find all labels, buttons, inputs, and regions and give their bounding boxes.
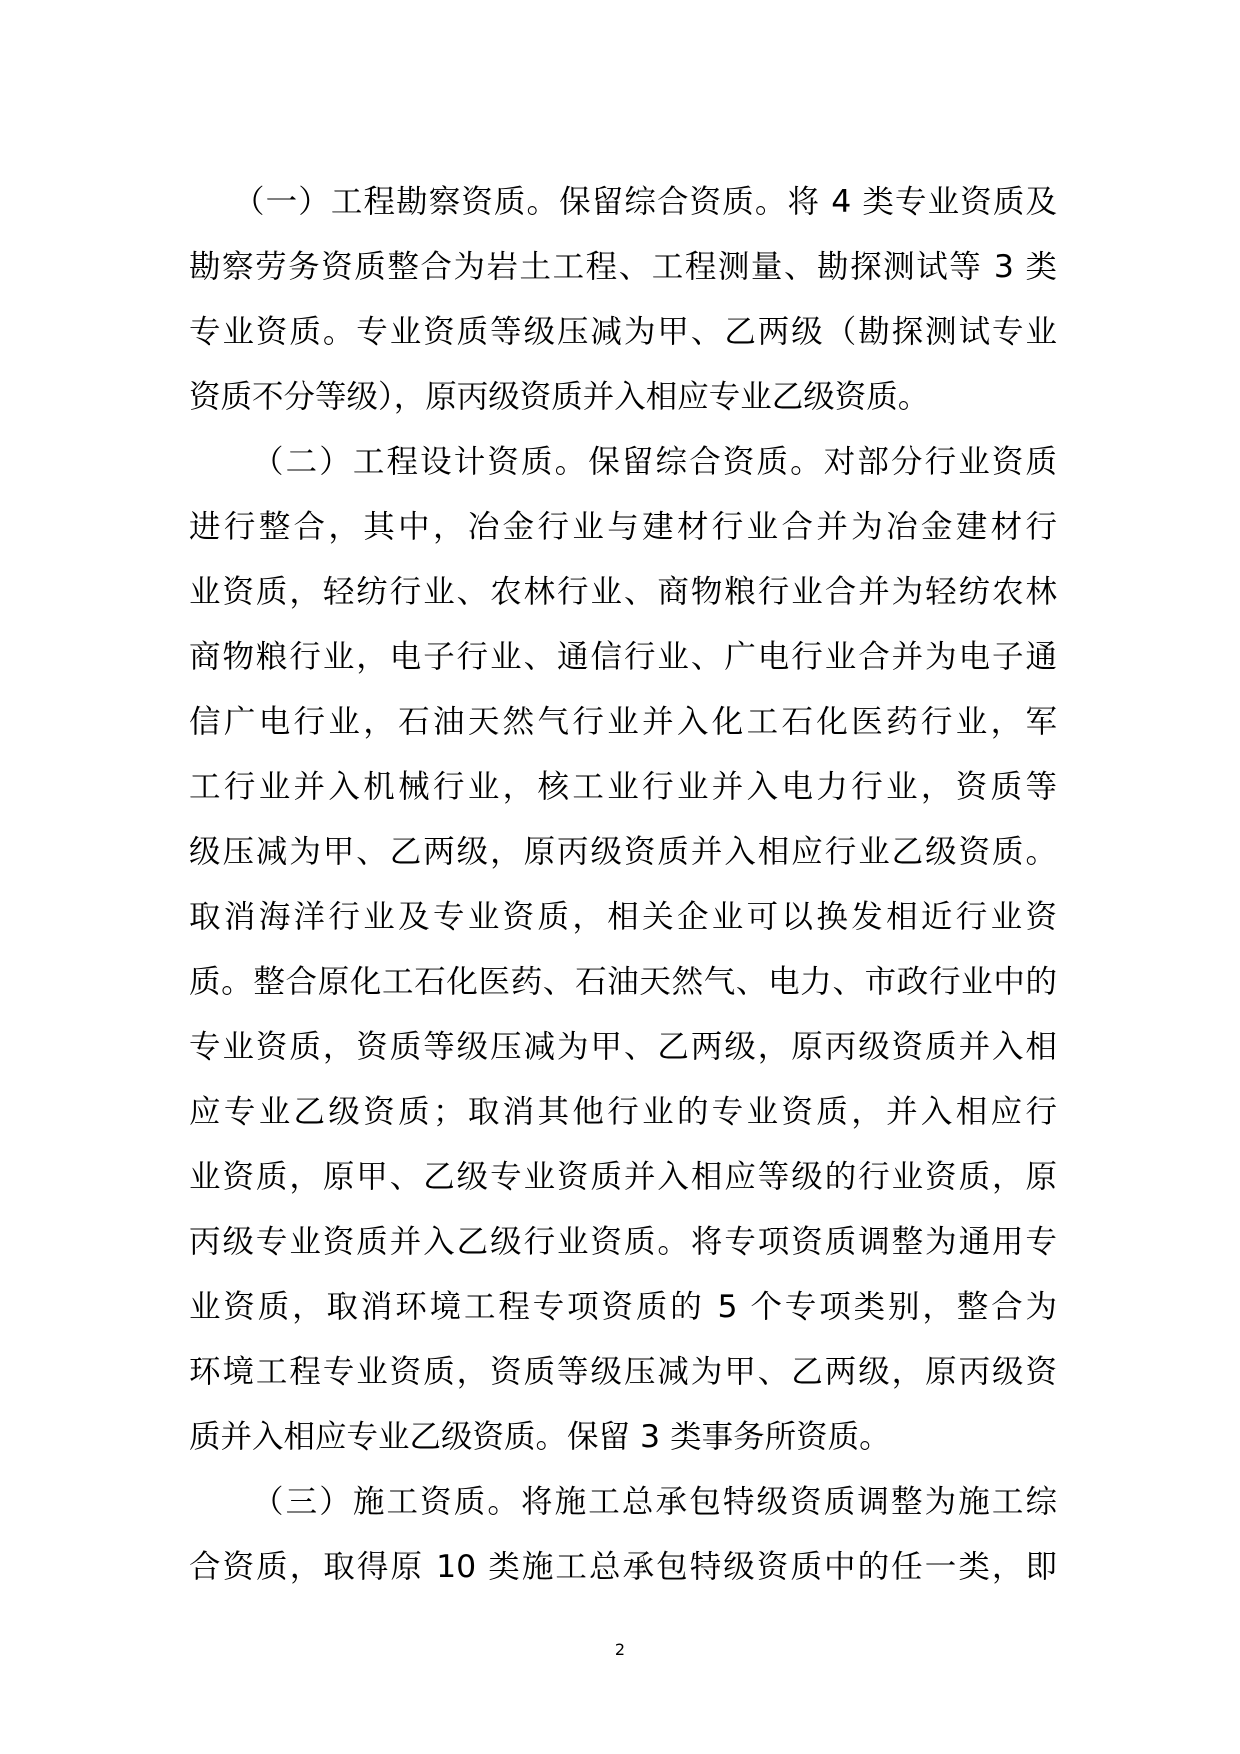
text-line: （一）工程勘察资质。保留综合资质。将 4 类专业资质及	[233, 184, 1057, 220]
text-line: 合资质，取得原 10 类施工总承包特级资质中的任一类，即	[189, 1549, 1057, 1585]
text-line: 工行业并入机械行业，核工业行业并入电力行业，资质等	[189, 769, 1057, 805]
text-line: 专业资质。专业资质等级压减为甲、乙两级（勘探测试专业	[189, 314, 1057, 350]
text-line: 信广电行业，石油天然气行业并入化工石化医药行业，军	[189, 704, 1057, 740]
text-line: 环境工程专业资质，资质等级压减为甲、乙两级，原丙级资	[189, 1354, 1057, 1390]
paragraph-construction-qualification	[189, 1470, 1057, 1600]
text-line: 质并入相应专业乙级资质。保留 3 类事务所资质。	[189, 1419, 891, 1455]
text-line: （三）施工资质。将施工总承包特级资质调整为施工综	[252, 1484, 1057, 1520]
page-number: 2	[614, 1640, 626, 1659]
text-line: 业资质，原甲、乙级专业资质并入相应等级的行业资质，原	[189, 1159, 1057, 1195]
document-body	[189, 170, 1057, 1600]
paragraph-survey-qualification	[189, 170, 1057, 430]
text-line: 勘察劳务资质整合为岩土工程、工程测量、勘探测试等 3 类	[189, 249, 1057, 285]
text-line: 进行整合，其中，冶金行业与建材行业合并为冶金建材行	[189, 509, 1057, 545]
text-line: 商物粮行业，电子行业、通信行业、广电行业合并为电子通	[189, 639, 1057, 675]
text-line: 级压减为甲、乙两级，原丙级资质并入相应行业乙级资质。	[189, 834, 1057, 870]
text-line: 应专业乙级资质；取消其他行业的专业资质，并入相应行	[189, 1094, 1057, 1130]
text-line: 专业资质，资质等级压减为甲、乙两级，原丙级资质并入相	[189, 1029, 1057, 1065]
text-line: 质。整合原化工石化医药、石油天然气、电力、市政行业中的	[189, 964, 1057, 1000]
text-line: （二）工程设计资质。保留综合资质。对部分行业资质	[252, 444, 1057, 480]
text-line: 业资质，轻纺行业、农林行业、商物粮行业合并为轻纺农林	[189, 574, 1057, 610]
paragraph-design-qualification	[189, 430, 1057, 1470]
text-line: 业资质，取消环境工程专项资质的 5 个专项类别，整合为	[189, 1289, 1057, 1325]
text-line: 取消海洋行业及专业资质，相关企业可以换发相近行业资	[189, 899, 1057, 935]
text-line: 丙级专业资质并入乙级行业资质。将专项资质调整为通用专	[189, 1224, 1057, 1260]
text-line: 资质不分等级），原丙级资质并入相应专业乙级资质。	[189, 379, 930, 415]
